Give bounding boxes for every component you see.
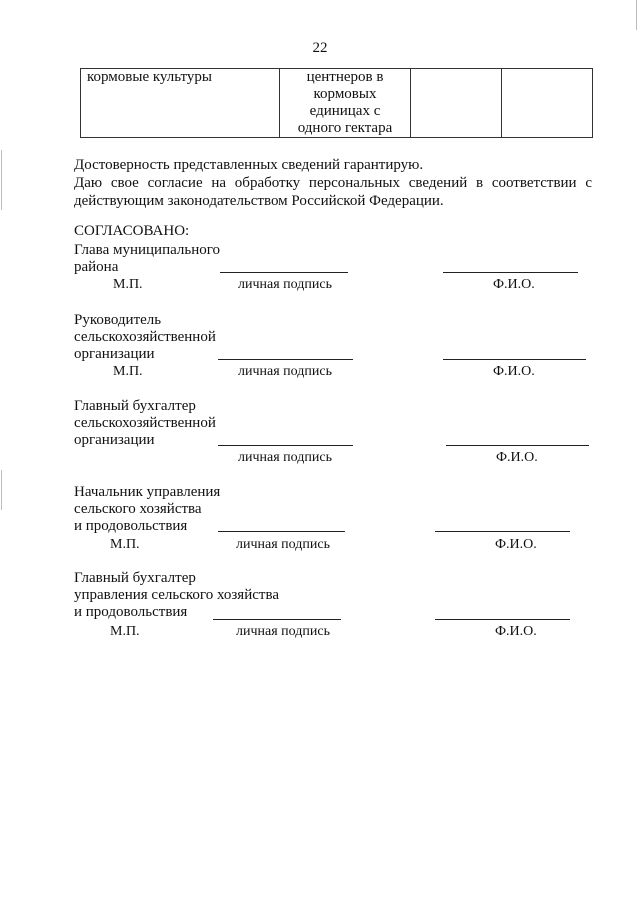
block-title-line: сельскохозяйственной bbox=[74, 329, 216, 345]
block-title-line: Глава муниципального bbox=[74, 242, 221, 258]
declaration-guarantee: Достоверность представленных сведений гарантирую. bbox=[74, 157, 424, 173]
block-title-line: сельскохозяйственной bbox=[74, 415, 216, 431]
value-cell bbox=[411, 69, 502, 138]
signature-line bbox=[220, 272, 348, 273]
block-title-line: Главный бухгалтер bbox=[74, 570, 196, 586]
signature-label: личная подпись bbox=[236, 624, 330, 639]
declaration bbox=[74, 156, 592, 210]
signature-label: личная подпись bbox=[238, 277, 332, 292]
fio-line bbox=[435, 531, 570, 532]
declaration-consent: Даю свое согласие на обработку персональных сведений в соответствии с действующим законодательством Российской Федерации. bbox=[74, 175, 592, 209]
fio-line bbox=[446, 445, 589, 446]
block-title-line: организации bbox=[74, 432, 155, 448]
table-row bbox=[81, 69, 593, 138]
stamp-label: М.П. bbox=[113, 364, 143, 379]
unit-line: кормовых bbox=[313, 86, 377, 102]
fio-label: Ф.И.О. bbox=[495, 537, 537, 552]
crop-name-cell: кормовые культуры bbox=[81, 69, 280, 138]
scan-edge-mark bbox=[1, 470, 2, 510]
unit-line: центнеров в bbox=[306, 69, 384, 85]
scan-edge-mark bbox=[636, 0, 637, 30]
value-cell bbox=[502, 69, 593, 138]
block-title-line: Руководитель bbox=[74, 312, 162, 328]
signature-label: личная подпись bbox=[238, 450, 332, 465]
fio-label: Ф.И.О. bbox=[496, 450, 538, 465]
stamp-label: М.П. bbox=[110, 537, 140, 552]
stamp-label: М.П. bbox=[113, 277, 143, 292]
fio-line bbox=[443, 272, 578, 273]
signature-line bbox=[218, 445, 353, 446]
fio-line bbox=[443, 359, 586, 360]
signature-label: личная подпись bbox=[236, 537, 330, 552]
signature-label: личная подпись bbox=[238, 364, 332, 379]
page-number: 22 bbox=[312, 40, 328, 56]
signature-line bbox=[218, 531, 345, 532]
block-title-line: Начальник управления bbox=[74, 484, 221, 500]
unit-cell bbox=[280, 69, 411, 138]
fio-line bbox=[435, 619, 570, 620]
unit-line: одного гектара bbox=[297, 120, 393, 136]
fio-label: Ф.И.О. bbox=[493, 364, 535, 379]
block-title-line: и продовольствия bbox=[74, 518, 188, 534]
block-title-line: управления сельского хозяйства bbox=[74, 587, 279, 603]
stamp-label: М.П. bbox=[110, 624, 140, 639]
block-title-line: организации bbox=[74, 346, 155, 362]
block-title-line: Главный бухгалтер bbox=[74, 398, 196, 414]
block-title-line: сельского хозяйства bbox=[74, 501, 202, 517]
agreed-header: СОГЛАСОВАНО: bbox=[74, 223, 190, 239]
crop-table bbox=[80, 68, 593, 138]
fio-label: Ф.И.О. bbox=[495, 624, 537, 639]
unit-line: единицах с bbox=[309, 103, 381, 119]
signature-line bbox=[218, 359, 353, 360]
scan-edge-mark bbox=[1, 150, 2, 210]
fio-label: Ф.И.О. bbox=[493, 277, 535, 292]
block-title-line: района bbox=[74, 259, 119, 275]
block-title-line: и продовольствия bbox=[74, 604, 188, 620]
signature-line bbox=[213, 619, 341, 620]
